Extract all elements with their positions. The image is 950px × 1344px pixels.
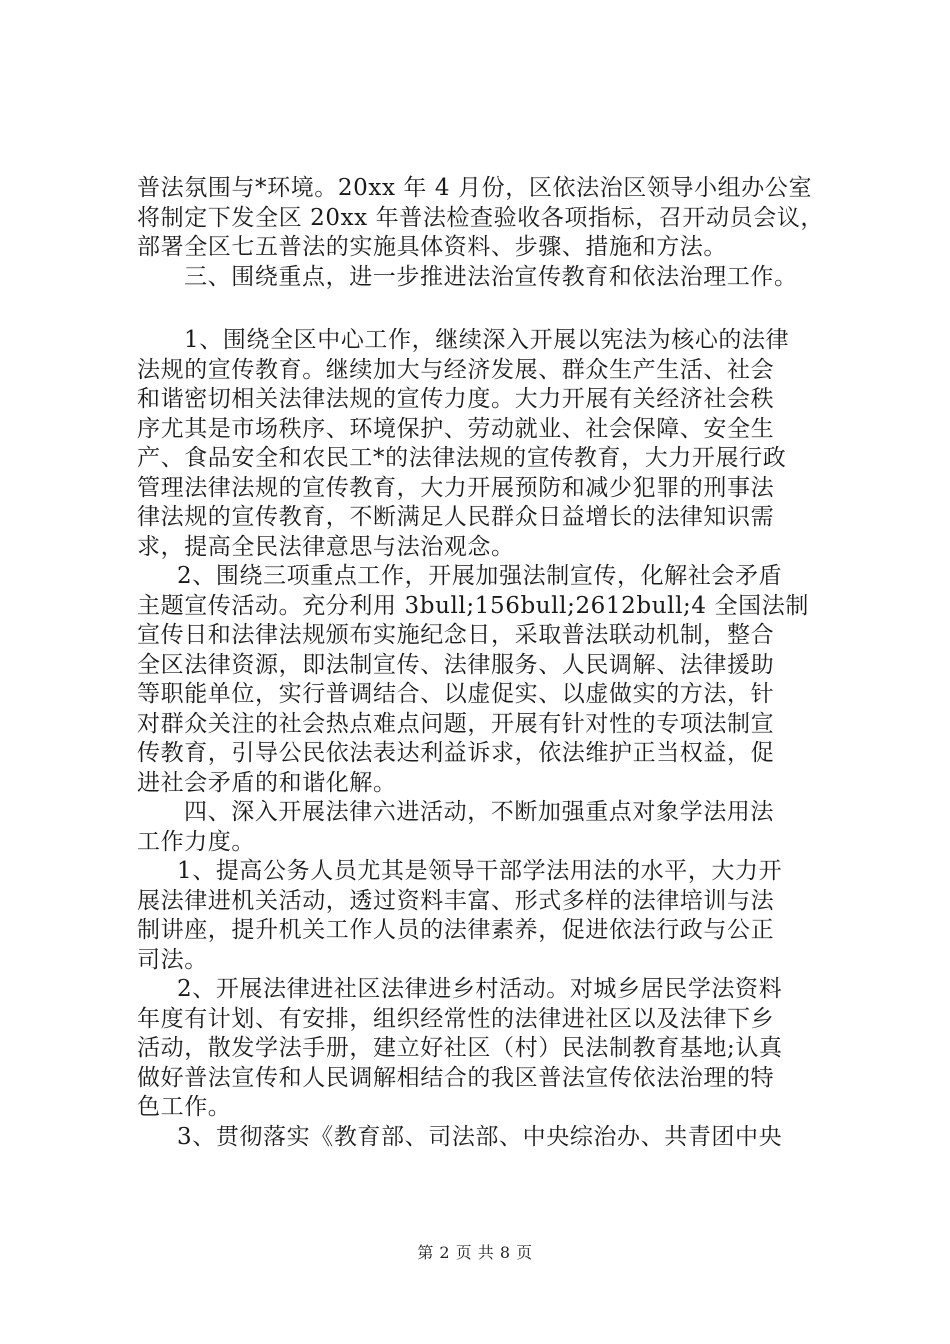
- section-heading-3: 三、围绕重点，进一步推进法治宣传教育和依法治理工作。: [184, 263, 798, 290]
- text-line: 1、提高公务人员尤其是领导干部学法用法的水平，大力开: [177, 858, 783, 884]
- text-line: 进社会矛盾的和谐化解。: [137, 769, 397, 796]
- text-line: 法规的宣传教育。继续加大与经济发展、群众生产生活、社会: [137, 356, 775, 383]
- text-line: 产、食品安全和农民工*的法律法规的宣传教育，大力开展行政: [137, 445, 787, 471]
- text-line: 2、围绕三项重点工作，开展加强法制宣传，化解社会矛盾: [177, 563, 783, 589]
- text-line: 全区法律资源，即法制宣传、法律服务、人民调解、法律援助: [137, 651, 775, 678]
- text-line: 求，提高全民法律意思与法治观念。: [137, 533, 515, 560]
- text-line: 做好普法宣传和人民调解相结合的我区普法宣传依法治理的特: [137, 1064, 775, 1091]
- text-line: 2、开展法律进社区法律进乡村活动。对城乡居民学法资料: [177, 976, 783, 1002]
- page-footer: 第 2 页 共 8 页: [417, 1243, 533, 1262]
- text-line: 传教育，引导公民依法表达利益诉求，依法维护正当权益，促: [137, 740, 775, 766]
- text-line: 等职能单位，实行普调结合、以虚促实、以虚做实的方法，针: [137, 681, 775, 707]
- text-line: 司法。: [137, 946, 208, 973]
- text-line: 工作力度。: [137, 828, 255, 855]
- text-line: 主题宣传活动。充分利用 3bull;156bull;2612bull;4 全国法制: [137, 592, 809, 619]
- text-line: 律法规的宣传教育，不断满足人民群众日益增长的法律知识需: [137, 504, 775, 530]
- text-line: 3、贯彻落实《教育部、司法部、中央综治办、共青团中央: [177, 1123, 783, 1150]
- section-heading-4: 四、深入开展法律六进活动，不断加强重点对象学法用法: [184, 799, 774, 825]
- text-line: 宣传日和法律法规颁布实施纪念日，采取普法联动机制，整合: [137, 622, 775, 648]
- text-line: 色工作。: [137, 1094, 232, 1120]
- paragraph-gap: [137, 292, 837, 326]
- text-line: 制讲座，提升机关工作人员的法律素养，促进依法行政与公正: [137, 917, 775, 943]
- text-line: 将制定下发全区 20xx 年普法检查验收各项指标，召开动员会议，: [137, 204, 825, 231]
- text-line: 管理法律法规的宣传教育，大力开展预防和减少犯罪的刑事法: [137, 474, 775, 501]
- text-line: 部署全区七五普法的实施具体资料、步骤、措施和方法。: [137, 234, 727, 260]
- text-line: 1、围绕全区中心工作，继续深入开展以宪法为核心的法律: [184, 327, 790, 353]
- text-line: 普法氛围与*环境。20xx 年 4 月份，区依法治区领导小组办公室: [137, 175, 813, 201]
- text-line: 展法律进机关活动，透过资料丰富、形式多样的法律培训与法: [137, 887, 775, 914]
- text-line: 对群众关注的社会热点难点问题，开展有针对性的专项法制宣: [137, 710, 775, 737]
- text-line: 活动，散发学法手册，建立好社区（村）民法制教育基地;认真: [137, 1035, 783, 1061]
- document-body: [137, 174, 837, 1152]
- text-line: 和谐密切相关法律法规的宣传力度。大力开展有关经济社会秩: [137, 386, 775, 412]
- text-line: 序尤其是市场秩序、环境保护、劳动就业、社会保障、安全生: [137, 415, 775, 442]
- text-line: 年度有计划、有安排，组织经常性的法律进社区以及法律下乡: [137, 1005, 775, 1032]
